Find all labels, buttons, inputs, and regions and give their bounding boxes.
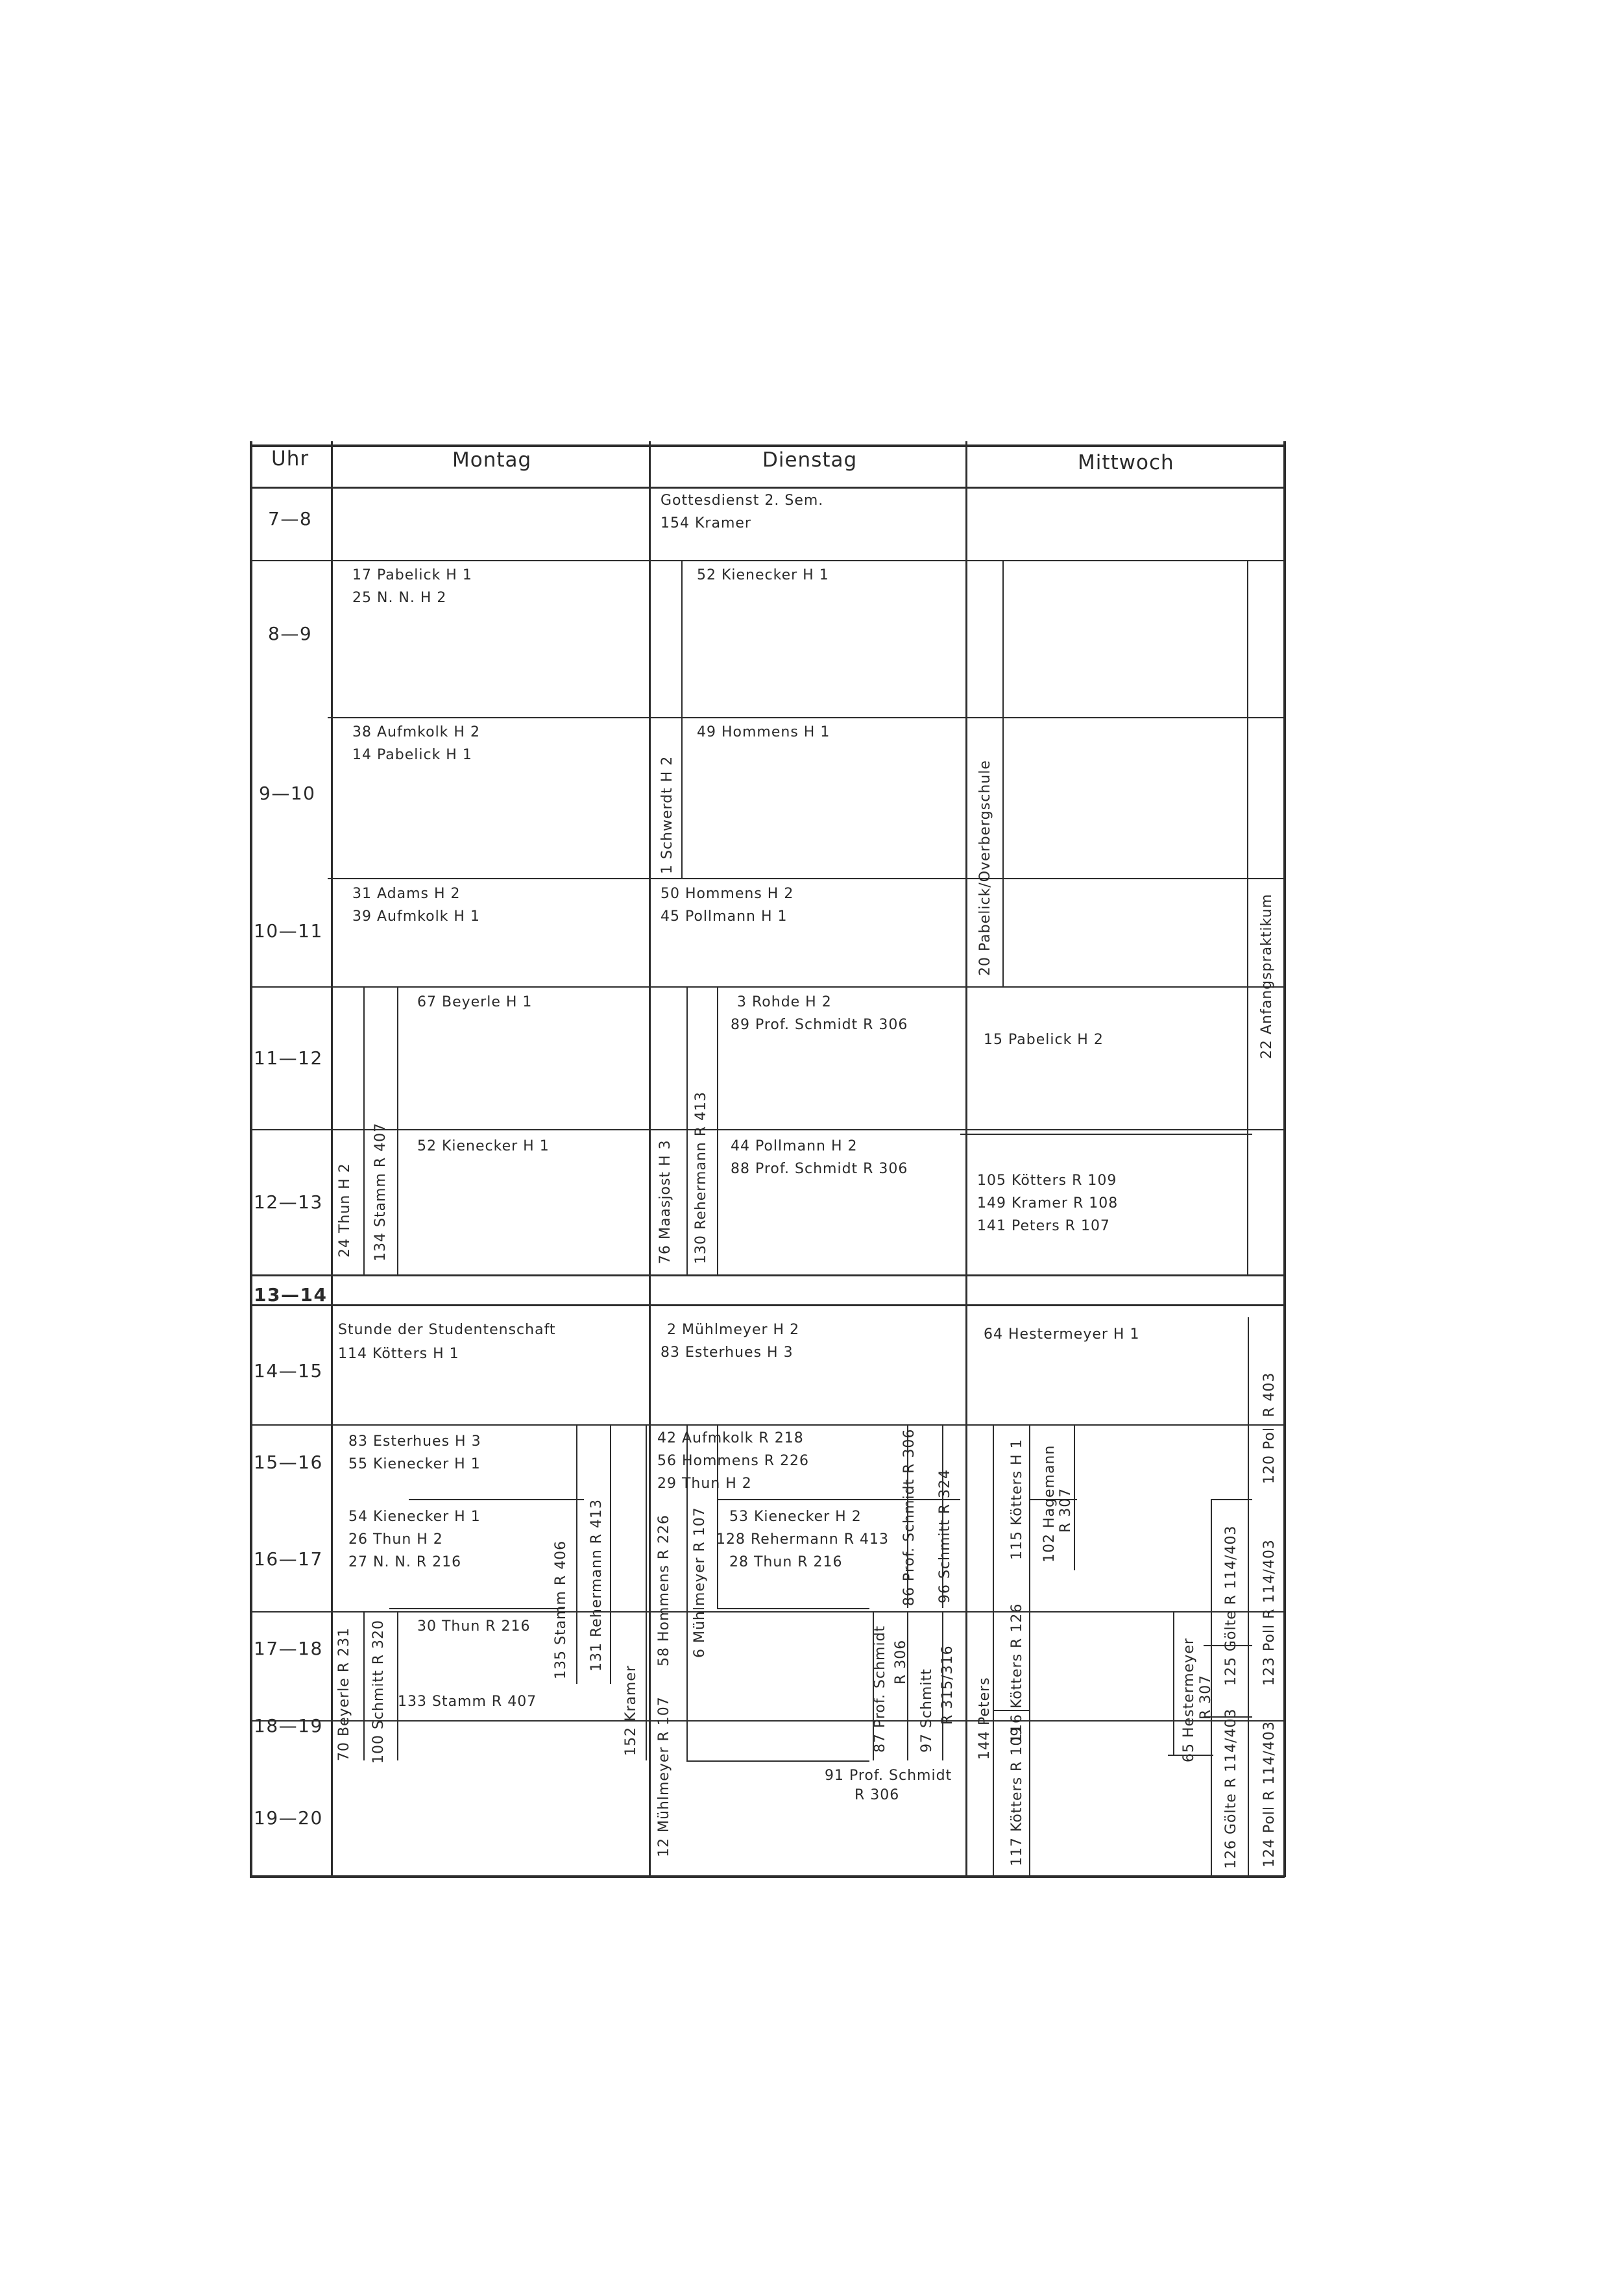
grid-h-line-10: [250, 1611, 1285, 1613]
grid-h-line-11: [250, 1720, 1285, 1722]
header-mittwoch: Mittwoch: [1078, 451, 1174, 474]
grid-v-line-36: [331, 441, 333, 1877]
di-h10-line2: 45 Pollmann H 1: [661, 908, 788, 925]
di-h14-line1: 2 Mühlmeyer H 2: [667, 1322, 800, 1338]
mo-h15-line2: 55 Kienecker H 1: [348, 1456, 481, 1472]
grid-v-line-35: [1283, 441, 1286, 1877]
mi-v-peters: 144 Peters: [976, 1677, 993, 1760]
mi-v-anfangspraktikum: 22 Anfangspraktikum: [1259, 894, 1275, 1059]
di-v-muehlmeyer-12: 12 Mühlmeyer R 107: [656, 1696, 672, 1857]
time-14-15: 14—15: [254, 1360, 323, 1381]
grid-h-line-26: [686, 1760, 869, 1762]
grid-h-line-18: [675, 878, 960, 879]
di-v-schmitt-96: 96 Schmitt R 324: [937, 1468, 953, 1603]
grid-h-line-22: [409, 1499, 584, 1500]
mo-h18-course: 133 Stamm R 407: [398, 1694, 537, 1710]
time-18-19: 18—19: [254, 1715, 323, 1736]
time-8-9: 8—9: [268, 623, 313, 644]
header-uhr: Uhr: [271, 447, 309, 470]
di-v-muehlmeyer-6: 6 Mühlmeyer R 107: [692, 1507, 708, 1658]
grid-h-line-29: [1211, 1499, 1252, 1500]
grid-v-line-63: [1173, 1611, 1174, 1755]
mo-h10-line2: 39 Aufmkolk H 1: [352, 908, 480, 925]
time-17-18: 17—18: [254, 1638, 323, 1659]
grid-v-line-56: [907, 1611, 908, 1760]
mo-h8-line1: 17 Pabelick H 1: [352, 567, 472, 583]
mi-h12-line3: 141 Peters R 107: [977, 1218, 1110, 1234]
di-h9-course: 49 Hommens H 1: [697, 724, 830, 740]
di-v-schwerdt: 1 Schwerdt H 2: [659, 755, 675, 874]
grid-v-line-48: [576, 1424, 577, 1684]
time-13-14: 13—14: [254, 1284, 328, 1306]
mi-h12-line1: 105 Kötters R 109: [977, 1173, 1117, 1189]
mi-h14-course: 64 Hestermeyer H 1: [984, 1326, 1140, 1343]
grid-v-line-41: [1247, 560, 1248, 1274]
di-v-schmidt-86: 86 Prof. Schmidt R 306: [901, 1428, 917, 1606]
mo-v-stamm: 134 Stamm R 407: [372, 1122, 389, 1261]
mo-h14-line2: 114 Kötters H 1: [338, 1346, 459, 1362]
di-h15-line1: 42 Aufmkolk R 218: [657, 1430, 804, 1446]
grid-v-line-39: [681, 560, 683, 878]
grid-v-line-45: [717, 986, 718, 1274]
di-v-schmitt-97-b: R 315/316: [939, 1645, 956, 1725]
grid-h-line-1: [250, 487, 1285, 489]
time-19-20: 19—20: [254, 1807, 323, 1829]
mi-v-poll-123: 123 Poll R 114/403: [1261, 1539, 1278, 1686]
di-v-maasjost: 76 Maasjost H 3: [657, 1139, 673, 1264]
grid-h-line-8: [250, 1304, 1285, 1306]
di-h16-line3: 28 Thun R 216: [729, 1554, 843, 1570]
mo-h9-line1: 38 Aufmkolk H 2: [352, 724, 480, 740]
di-h15-line2: 56 Hommens R 226: [657, 1453, 810, 1469]
di-h16-line1: 53 Kienecker H 2: [729, 1509, 862, 1525]
grid-h-line-20: [1006, 878, 1252, 879]
grid-v-line-42: [363, 986, 365, 1274]
mi-v-poll-124: 124 Poll R 114/403: [1261, 1721, 1278, 1868]
time-9-10: 9—10: [259, 783, 316, 804]
time-10-11: 10—11: [254, 920, 323, 942]
grid-h-line-12: [250, 1875, 1285, 1878]
mo-h8-line2: 25 N. N. H 2: [352, 590, 447, 606]
mo-v-thun: 24 Thun H 2: [337, 1163, 353, 1258]
grid-h-line-24: [717, 1608, 869, 1609]
mo-h10-line1: 31 Adams H 2: [352, 886, 461, 902]
grid-v-line-46: [363, 1611, 365, 1760]
grid-v-line-34: [250, 441, 252, 1877]
time-7-8: 7—8: [268, 508, 313, 529]
grid-h-line-19: [1006, 717, 1252, 718]
grid-v-line-50: [646, 1424, 647, 1760]
mi-v-koetters-115: 115 Kötters H 1: [1009, 1439, 1025, 1560]
grid-v-line-64: [1029, 1710, 1030, 1875]
grid-v-line-38: [965, 441, 967, 1877]
mi-v-koetters-116: 116 Kötters R 126: [1009, 1603, 1025, 1743]
grid-v-line-44: [686, 986, 688, 1274]
mo-v-beyerle: 70 Beyerle R 231: [336, 1627, 352, 1761]
di-v-schmitt-97-a: 97 Schmitt: [919, 1668, 935, 1753]
grid-h-line-23: [717, 1499, 960, 1500]
grid-v-line-43: [397, 986, 398, 1274]
mo-h15-line1: 83 Esterhues H 3: [348, 1433, 481, 1450]
mi-h12-line2: 149 Kramer R 108: [977, 1195, 1119, 1211]
di-h19-line1: 91 Prof. Schmidt: [825, 1768, 952, 1784]
di-h14-line2: 83 Esterhues H 3: [661, 1345, 794, 1361]
mi-v-poll-120: 120 Poll R 403: [1261, 1372, 1278, 1484]
grid-h-line-9: [250, 1424, 1285, 1426]
grid-v-line-61: [1248, 1317, 1249, 1875]
mo-h11-course: 67 Beyerle H 1: [417, 994, 533, 1010]
grid-h-line-2: [250, 560, 1285, 561]
di-v-hommens-58: 58 Hommens R 226: [656, 1514, 672, 1666]
grid-h-line-0: [250, 444, 1285, 447]
mi-v-hagemann-b: R 307: [1058, 1487, 1074, 1533]
grid-h-line-7: [250, 1274, 1285, 1276]
di-h16-line2: 128 Rehermann R 413: [716, 1531, 890, 1548]
grid-v-line-37: [649, 441, 651, 1877]
grid-v-line-58: [993, 1424, 994, 1875]
time-15-16: 15—16: [254, 1452, 323, 1473]
mo-h16-line3: 27 N. N. R 216: [348, 1554, 462, 1570]
grid-v-line-49: [610, 1424, 611, 1684]
mi-v-hestermeyer-a: 65 Hestermeyer: [1181, 1638, 1197, 1762]
time-16-17: 16—17: [254, 1548, 323, 1570]
di-h19-line2: R 306: [854, 1787, 900, 1803]
mo-v-stamm-406: 135 Stamm R 406: [553, 1540, 569, 1679]
grid-h-line-27: [993, 1424, 1077, 1426]
header-dienstag: Dienstag: [762, 448, 858, 472]
mo-h9-line2: 14 Pabelick H 1: [352, 747, 472, 763]
time-11-12: 11—12: [254, 1047, 323, 1069]
mo-h12-course: 52 Kienecker H 1: [417, 1138, 550, 1154]
di-h11-line1: 3 Rohde H 2: [737, 994, 832, 1010]
mi-v-koetters-117: 117 Kötters R 109: [1009, 1726, 1025, 1866]
mo-h14-line1: Stunde der Studentenschaft: [338, 1322, 556, 1338]
mo-v-kramer: 152 Kramer: [623, 1665, 639, 1756]
di-v-schmidt-87-b: R 306: [893, 1639, 909, 1685]
grid-v-line-47: [397, 1611, 398, 1760]
di-h15-line3: 29 Thun H 2: [657, 1476, 752, 1492]
di-h10-line1: 50 Hommens H 2: [661, 886, 794, 902]
mi-v-hestermeyer-b: R 307: [1198, 1674, 1214, 1720]
mo-v-schmitt: 100 Schmitt R 320: [370, 1619, 387, 1764]
time-12-13: 12—13: [254, 1191, 323, 1213]
mo-h17-course: 30 Thun R 216: [417, 1618, 531, 1635]
grid-h-line-25: [389, 1608, 564, 1609]
grid-h-line-17: [675, 717, 960, 718]
di-h7-line1: Gottesdienst 2. Sem.: [661, 493, 824, 509]
mi-h11-course: 15 Pabelick H 2: [984, 1032, 1104, 1048]
mi-v-hagemann-a: 102 Hagemann: [1041, 1444, 1058, 1563]
header-montag: Montag: [452, 448, 532, 472]
mi-v-pabelick: 20 Pabelick/Overbergschule: [977, 760, 993, 976]
di-h7-line2: 154 Kramer: [661, 515, 751, 531]
mo-h16-line2: 26 Thun H 2: [348, 1531, 443, 1548]
mi-v-goelte-126: 126 Gölte R 114/403: [1223, 1708, 1239, 1869]
grid-h-line-21: [960, 1134, 1252, 1135]
di-v-schmidt-87-a: 87 Prof. Schmidt: [872, 1625, 888, 1753]
di-v-rehermann: 130 Rehermann R 413: [693, 1091, 709, 1264]
mo-v-rehermann: 131 Rehermann R 413: [588, 1498, 605, 1672]
di-h8-course: 52 Kienecker H 1: [697, 567, 829, 583]
di-h11-line2: 89 Prof. Schmidt R 306: [731, 1017, 908, 1033]
di-h12-line1: 44 Pollmann H 2: [731, 1138, 858, 1154]
grid-v-line-40: [1002, 560, 1004, 986]
mo-h16-line1: 54 Kienecker H 1: [348, 1509, 481, 1525]
di-h12-line2: 88 Prof. Schmidt R 306: [731, 1161, 908, 1177]
mi-v-goelte-125: 125 Gölte R 114/403: [1223, 1525, 1239, 1686]
